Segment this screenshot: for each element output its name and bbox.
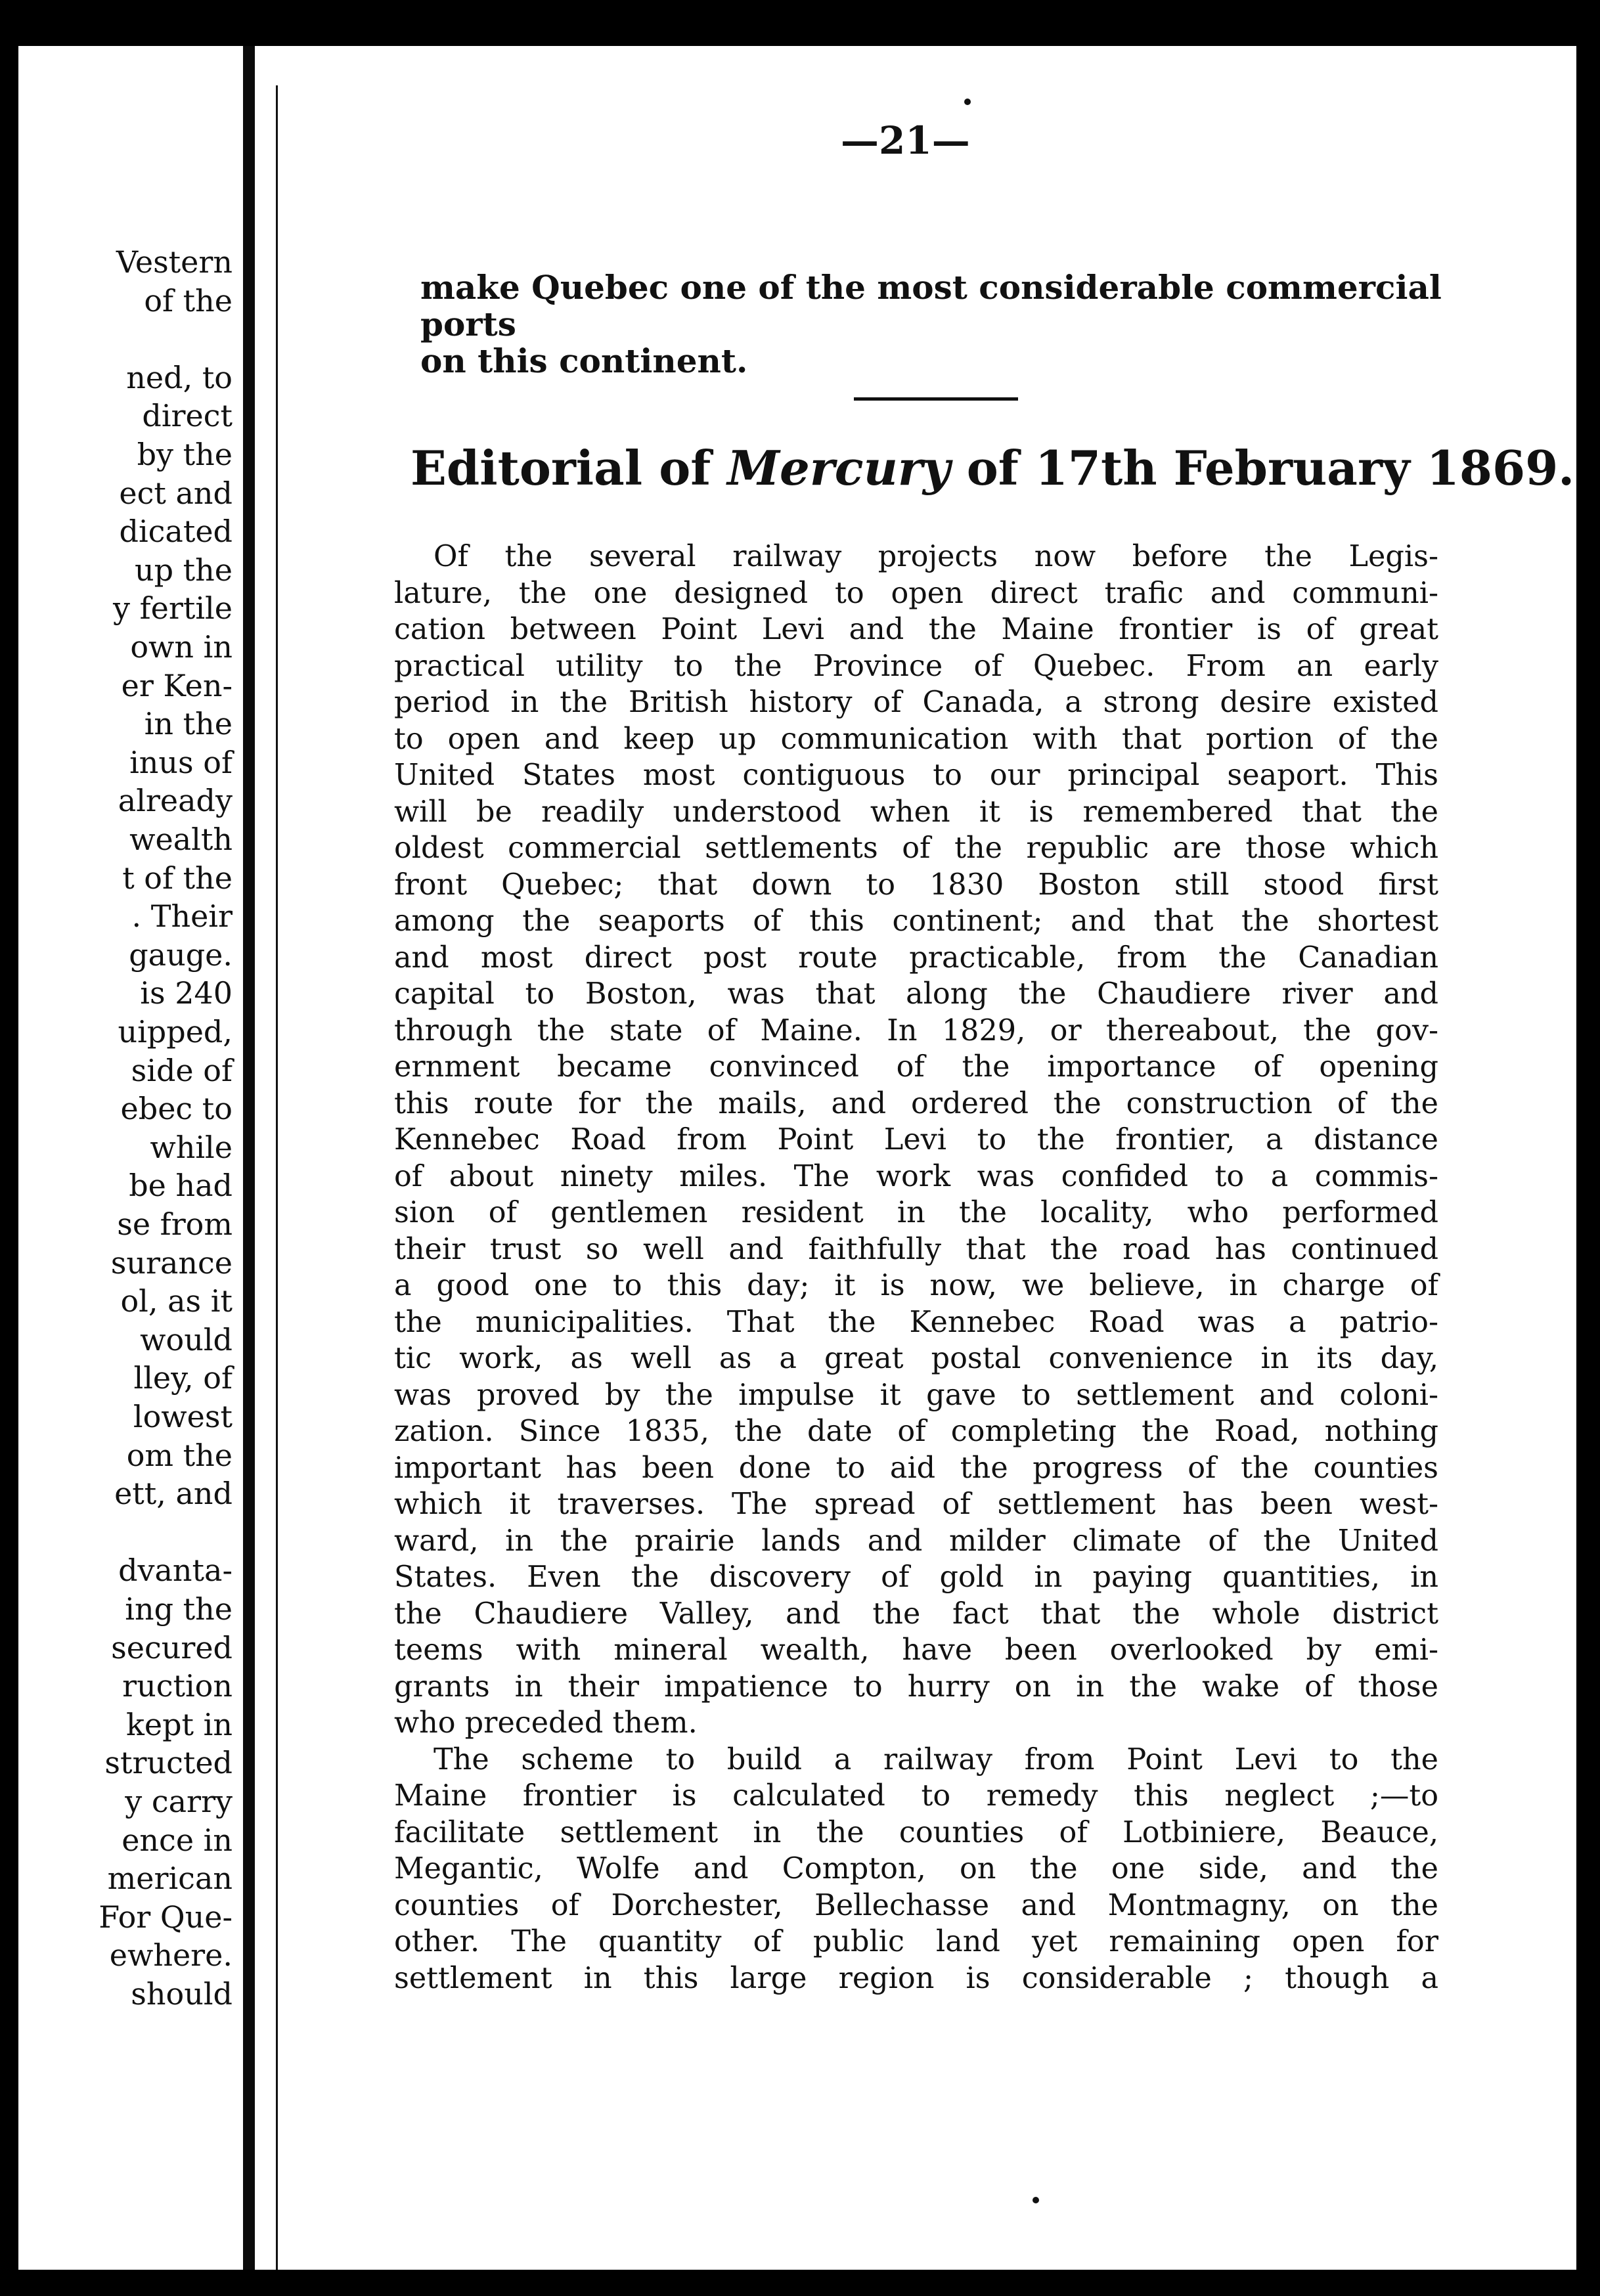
text-line: to open and keep up communication with that portion of the xyxy=(394,722,1438,756)
previous-page-line: For Que- xyxy=(99,1899,233,1935)
text-line: Kennebec Road from Point Levi to the frontier, a distance xyxy=(394,1123,1438,1157)
text-line: counties of Dorchester, Bellechasse and Montmagny, on the xyxy=(394,1888,1438,1922)
editorial-title xyxy=(411,440,1575,496)
previous-page-line: kept in xyxy=(126,1706,233,1742)
editorial-body xyxy=(394,539,1438,1997)
previous-page-line: ett, and xyxy=(114,1476,233,1512)
text-line: important has been done to aid the progress of the counties xyxy=(394,1451,1438,1485)
previous-page-line: of the xyxy=(144,282,233,319)
text-line: tic work, as well as a great postal convenience in its day, xyxy=(394,1342,1438,1375)
previous-page-line: while xyxy=(150,1129,233,1165)
text-line: the Chaudiere Valley, and the fact that the whole district xyxy=(394,1597,1438,1631)
title-part1: Editorial of xyxy=(411,440,728,496)
previous-page-line: should xyxy=(131,1976,233,2012)
text-line: among the seaports of this continent; and that the shortest xyxy=(394,904,1438,938)
previous-page-line: se from xyxy=(117,1206,233,1242)
text-line: lature, the one designed to open direct trafic and communi- xyxy=(394,576,1438,610)
text-line: The scheme to build a railway from Point Levi to the xyxy=(433,1742,1438,1777)
text-line: period in the British history of Canada, a strong desire existed xyxy=(394,686,1438,719)
paragraph xyxy=(394,539,1438,1742)
previous-page-line: Vestern xyxy=(116,244,233,280)
text-line: their trust so well and faithfully that the road has continued xyxy=(394,1232,1438,1266)
title-newspaper-name: Mercury xyxy=(727,440,950,496)
previous-page-line: uipped, xyxy=(118,1014,233,1049)
text-line: settlement in this large region is considerable ; though a xyxy=(394,1961,1438,1995)
bottom-speck xyxy=(1033,2197,1039,2203)
text-line: Megantic, Wolfe and Compton, on the one side, and the xyxy=(394,1852,1438,1886)
continued-line: on this continent. xyxy=(420,342,748,380)
continued-line: make Quebec one of the most considerable commercial ports xyxy=(420,268,1442,343)
previous-page-line: er Ken- xyxy=(121,667,233,703)
previous-page-line: up the xyxy=(134,552,233,588)
text-line: ward, in the prairie lands and milder climate of the United xyxy=(394,1524,1438,1558)
text-line: capital to Boston, was that along the Chaudiere river and xyxy=(394,977,1438,1011)
previous-page-line: ence in xyxy=(122,1822,233,1858)
previous-page-line: secured xyxy=(111,1629,233,1666)
text-line: front Quebec; that down to 1830 Boston still stood first xyxy=(394,868,1438,902)
previous-page-line: inus of xyxy=(129,744,233,780)
text-line: grants in their impatience to hurry on in the wake of those xyxy=(394,1669,1438,1704)
text-line: oldest commercial settlements of the republic are those which xyxy=(394,831,1438,865)
previous-page-line: lowest xyxy=(133,1399,233,1434)
text-line: will be readily understood when it is remembered that the xyxy=(394,795,1438,829)
text-line: the municipalities. That the Kennebec Road was a patrio- xyxy=(394,1305,1438,1339)
previous-page-line: direct xyxy=(142,398,233,434)
previous-page-line: would xyxy=(140,1321,233,1358)
section-rule xyxy=(854,397,1018,401)
previous-page-line: side of xyxy=(131,1052,233,1088)
previous-page-line: lley, of xyxy=(133,1360,233,1396)
previous-page-line: surance xyxy=(110,1245,233,1281)
text-line: United States most contiguous to our principal seaport. This xyxy=(394,759,1438,792)
previous-page-line: . Their xyxy=(131,898,233,935)
text-line: and most direct post route practicable, from the Canadian xyxy=(394,940,1438,975)
previous-page-line: structed xyxy=(104,1745,233,1781)
text-line: States. Even the discovery of gold in paying quantities, in xyxy=(394,1560,1438,1594)
top-speck xyxy=(964,99,971,105)
text-line: zation. Since 1835, the date of completing the Road, nothing xyxy=(394,1415,1438,1448)
previous-page-line: ect and xyxy=(119,475,233,511)
text-line: other. The quantity of public land yet remaining open for xyxy=(394,1925,1438,1958)
page-number: —21— xyxy=(841,118,970,163)
scan-border-left xyxy=(0,0,18,2296)
previous-page-line: own in xyxy=(130,629,233,665)
text-line: Of the several railway projects now before the Legis- xyxy=(433,540,1438,573)
title-part2: of 17th February 1869. xyxy=(950,440,1575,496)
text-line: a good one to this day; it is now, we believe, in charge of xyxy=(394,1269,1438,1302)
text-line: sion of gentlemen resident in the locality, who performed xyxy=(394,1196,1438,1229)
previous-page-line: be had xyxy=(129,1168,233,1204)
previous-page-line: ewhere. xyxy=(109,1937,233,1974)
previous-page-line: ol, as it xyxy=(120,1283,233,1319)
scan-border-right xyxy=(1576,0,1600,2296)
previous-page-line: dvanta- xyxy=(118,1553,233,1589)
text-line: this route for the mails, and ordered the construction of the xyxy=(394,1086,1438,1120)
continued-text xyxy=(420,269,1471,380)
previous-page-line: ned, to xyxy=(126,359,233,395)
previous-page-line: merican xyxy=(107,1861,233,1897)
previous-page-line: in the xyxy=(144,706,233,742)
text-line: cation between Point Levi and the Maine frontier is of great xyxy=(394,613,1438,646)
text-line: facilitate settlement in the counties of Lotbiniere, Beauce, xyxy=(394,1815,1438,1849)
text-line: practical utility to the Province of Quebec. From an early xyxy=(394,649,1438,683)
previous-page-line: by the xyxy=(137,437,233,472)
previous-page-line: dicated xyxy=(119,514,233,550)
previous-page-line: t of the xyxy=(122,860,233,896)
paragraph xyxy=(394,1742,1438,1997)
previous-page-line: om the xyxy=(126,1437,233,1473)
text-line: of about ninety miles. The work was confided to a commis- xyxy=(394,1159,1438,1193)
text-line: Maine frontier is calculated to remedy this neglect ;—to xyxy=(394,1779,1438,1813)
text-line: through the state of Maine. In 1829, or thereabout, the gov- xyxy=(394,1013,1438,1048)
previous-page-line: is 240 xyxy=(140,975,233,1011)
previous-page-line: ebec to xyxy=(120,1091,233,1127)
text-line: teems with mineral wealth, have been overlooked by emi- xyxy=(394,1633,1438,1667)
scan-border-top xyxy=(0,0,1600,46)
previous-page-line: wealth xyxy=(129,822,233,857)
previous-page-line: gauge. xyxy=(129,937,233,973)
book-gutter xyxy=(243,39,255,2285)
text-line: which it traverses. The spread of settlement has been west- xyxy=(394,1488,1438,1521)
previous-page-line: already xyxy=(118,783,233,819)
previous-page-line: y carry xyxy=(125,1784,233,1819)
scan-border-bottom xyxy=(0,2270,1600,2296)
text-line: who preceded them. xyxy=(394,1706,698,1740)
text-line: was proved by the impulse it gave to settlement and coloni- xyxy=(394,1378,1438,1412)
previous-page-fragment xyxy=(18,46,243,2270)
previous-page-line: ruction xyxy=(122,1668,233,1704)
text-line: ernment became convinced of the importance of opening xyxy=(394,1050,1438,1084)
previous-page-line: y fertile xyxy=(113,590,233,627)
previous-page-line: ing the xyxy=(125,1591,233,1627)
